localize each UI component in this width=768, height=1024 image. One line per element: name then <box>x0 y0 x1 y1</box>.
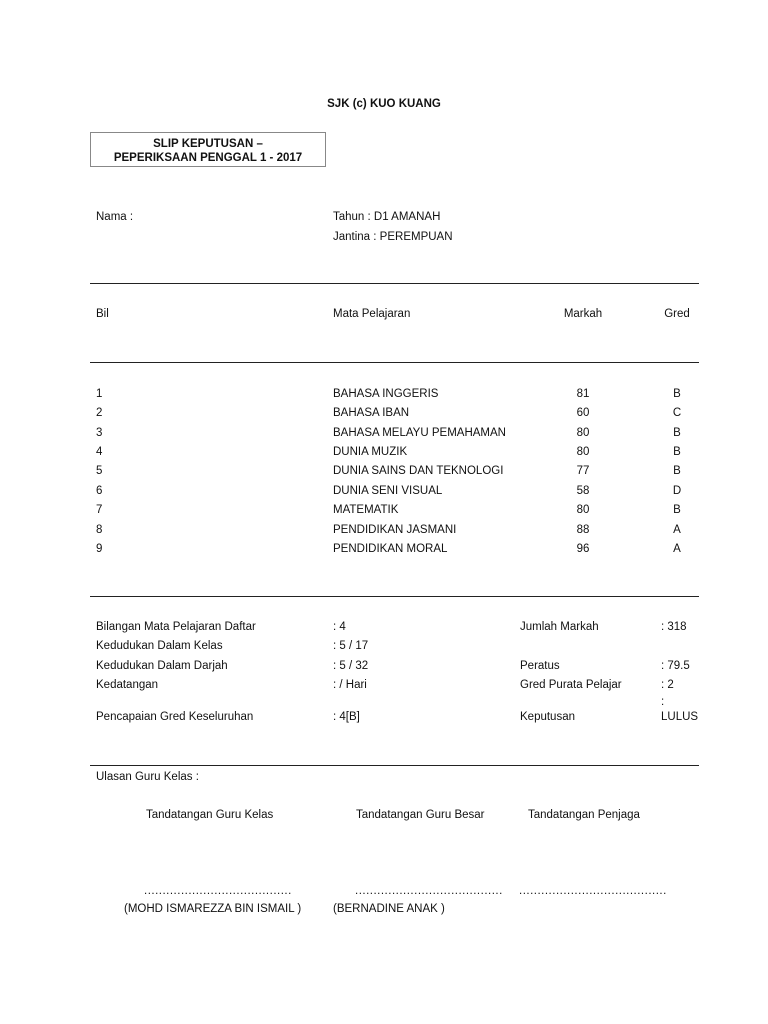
peratus-value: : 79.5 <box>661 660 690 672</box>
row-markah: 80 <box>576 504 590 516</box>
header-bil: Bil <box>96 308 109 320</box>
row-gred: B <box>673 446 681 458</box>
sign-label-guru-kelas: Tandatangan Guru Kelas <box>146 809 274 821</box>
school-name: SJK (c) KUO KUANG <box>327 98 441 110</box>
slip-title-line1: SLIP KEPUTUSAN – <box>153 138 263 150</box>
table-row <box>0 484 768 498</box>
row-bil: 3 <box>96 427 103 439</box>
row-markah: 96 <box>576 543 590 555</box>
row-markah: 58 <box>576 485 590 497</box>
slip-title-box <box>90 132 326 167</box>
gred-purata-label: Gred Purata Pelajar <box>520 679 622 691</box>
sign-label-guru-besar: Tandatangan Guru Besar <box>356 809 485 821</box>
table-row <box>0 445 768 459</box>
jantina-field: Jantina : PEREMPUAN <box>333 231 453 243</box>
row-subject: DUNIA SENI VISUAL <box>333 485 443 497</box>
row-subject: DUNIA SAINS DAN TEKNOLOGI <box>333 465 504 477</box>
peratus-label: Peratus <box>520 660 560 672</box>
row-gred: B <box>673 504 681 516</box>
row-gred: A <box>673 524 681 536</box>
kedatangan-value: : / Hari <box>333 679 367 691</box>
pencapaian-label: Pencapaian Gred Keseluruhan <box>96 711 254 723</box>
row-gred: C <box>672 407 682 419</box>
header-markah: Markah <box>563 308 603 320</box>
row-markah: 88 <box>576 524 590 536</box>
row-bil: 2 <box>96 407 103 419</box>
row-subject: DUNIA MUZIK <box>333 446 408 458</box>
row-subject: BAHASA IBAN <box>333 407 410 419</box>
table-row <box>0 426 768 440</box>
sign-line-guru-besar: ........................................ <box>355 885 503 897</box>
row-subject: MATEMATIK <box>333 504 399 516</box>
row-bil: 5 <box>96 465 103 477</box>
nama-label: Nama : <box>96 211 134 223</box>
name-guru-besar: (BERNADINE ANAK ) <box>333 903 445 915</box>
bilangan-label: Bilangan Mata Pelajaran Daftar <box>96 621 256 633</box>
keputusan-label: Keputusan <box>520 711 575 723</box>
kelas-value: : 5 / 17 <box>333 640 369 652</box>
row-bil: 8 <box>96 524 103 536</box>
slip-title-line2: PEPERIKSAAN PENGGAL 1 - 2017 <box>113 152 303 164</box>
row-bil: 1 <box>96 388 103 400</box>
kelas-label: Kedudukan Dalam Kelas <box>96 640 223 652</box>
row-subject: PENDIDIKAN MORAL <box>333 543 448 555</box>
row-markah: 80 <box>576 427 590 439</box>
header-subject: Mata Pelajaran <box>333 308 411 320</box>
divider-header <box>90 362 699 363</box>
divider-top <box>90 283 699 284</box>
sign-label-penjaga: Tandatangan Penjaga <box>528 809 640 821</box>
table-row <box>0 523 768 537</box>
divider-ulasan <box>90 765 699 766</box>
row-subject: BAHASA INGGERIS <box>333 388 439 400</box>
row-markah: 80 <box>576 446 590 458</box>
row-gred: B <box>673 465 681 477</box>
row-markah: 81 <box>576 388 590 400</box>
row-bil: 9 <box>96 543 103 555</box>
table-row <box>0 464 768 478</box>
header-gred: Gred <box>664 308 690 320</box>
table-header <box>0 307 768 321</box>
row-bil: 6 <box>96 485 103 497</box>
name-guru-kelas: (MOHD ISMAREZZA BIN ISMAIL ) <box>124 903 302 915</box>
row-bil: 4 <box>96 446 103 458</box>
sign-line-guru-kelas: ........................................ <box>144 885 292 897</box>
pencapaian-value: : 4[B] <box>333 711 360 723</box>
darjah-label: Kedudukan Dalam Darjah <box>96 660 228 672</box>
row-markah: 77 <box>576 465 590 477</box>
row-gred: B <box>673 388 681 400</box>
row-markah: 60 <box>576 407 590 419</box>
row-gred: B <box>673 427 681 439</box>
table-row <box>0 406 768 420</box>
jumlah-label: Jumlah Markah <box>520 621 599 633</box>
kedatangan-label: Kedatangan <box>96 679 159 691</box>
darjah-value: : 5 / 32 <box>333 660 369 672</box>
row-subject: BAHASA MELAYU PEMAHAMAN <box>333 427 506 439</box>
gred-purata-value: : 2 <box>661 679 674 691</box>
keputusan-colon: : <box>661 696 665 708</box>
row-bil: 7 <box>96 504 103 516</box>
table-row <box>0 542 768 556</box>
table-row <box>0 387 768 401</box>
row-gred: A <box>673 543 681 555</box>
ulasan-label: Ulasan Guru Kelas : <box>96 771 199 783</box>
sign-line-penjaga: ........................................ <box>519 885 667 897</box>
keputusan-value: LULUS <box>661 711 699 723</box>
row-gred: D <box>672 485 682 497</box>
jumlah-value: : 318 <box>661 621 687 633</box>
divider-summary <box>90 596 699 597</box>
tahun-field: Tahun : D1 AMANAH <box>333 211 441 223</box>
row-subject: PENDIDIKAN JASMANI <box>333 524 457 536</box>
table-row <box>0 503 768 517</box>
bilangan-value: : 4 <box>333 621 346 633</box>
